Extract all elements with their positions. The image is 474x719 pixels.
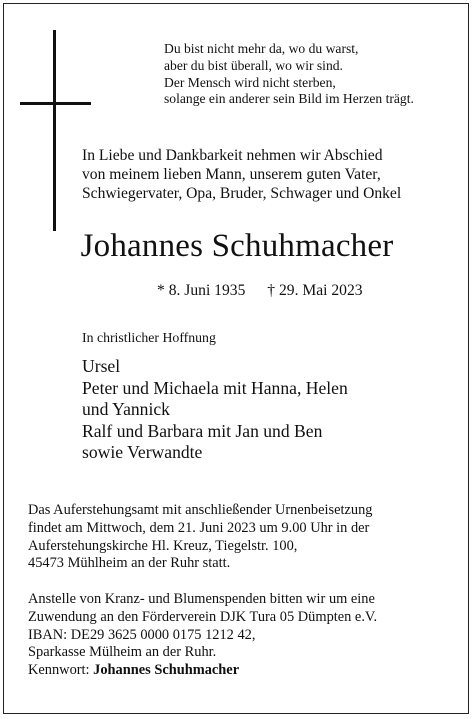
mourner-line: sowie Verwandte — [82, 442, 203, 462]
poem-line: aber du bist überall, wo wir sind. — [164, 57, 343, 73]
cross-vertical-beam — [53, 30, 56, 231]
donation-line: Anstelle von Kranz- und Blumenspenden bitten wir um eine — [28, 591, 375, 607]
ceremony-info — [28, 502, 372, 573]
poem-line: Du bist nicht mehr da, wo du warst, — [164, 41, 359, 56]
intro-line: Schwiegervater, Opa, Bruder, Schwager und Onkel — [82, 185, 402, 202]
poem-line: Der Mensch wird nicht sterben, — [164, 74, 336, 90]
ceremony-line: 45473 Mühlheim an der Ruhr statt. — [28, 555, 231, 572]
mourner-line: und Yannick — [82, 399, 170, 419]
birth-date: * 8. Juni 1935 — [157, 282, 246, 299]
mourner-line: Ursel — [82, 356, 121, 376]
mourner-line: Peter und Michaela mit Hanna, Helen — [82, 377, 348, 398]
intro-line: In Liebe und Dankbarkeit nehmen wir Abschied — [82, 147, 383, 164]
life-dates — [157, 281, 363, 300]
mourners-heading: In christlicher Hoffnung — [82, 330, 216, 345]
ceremony-line: Auferstehungskirche Hl. Kreuz, Tiegelstr. 100, — [28, 537, 298, 554]
ceremony-line: findet am Mittwoch, dem 21. Juni 2023 um 9.00 Uhr in der — [28, 519, 370, 536]
mourner-line: Ralf und Barbara mit Jan und Ben — [82, 420, 323, 441]
donation-info — [28, 591, 377, 680]
keyword-label: Kennwort: — [28, 662, 90, 679]
death-date: † 29. Mai 2023 — [267, 282, 363, 299]
cross-horizontal-beam — [20, 102, 91, 105]
poem — [164, 41, 414, 108]
donation-line: Sparkasse Mülheim an der Ruhr. — [28, 644, 217, 661]
keyword-value: Johannes Schuhmacher — [93, 662, 240, 679]
donation-line: IBAN: DE29 3625 0000 0175 1212 42, — [28, 626, 256, 643]
deceased-name: Johannes Schuhmacher — [80, 228, 394, 264]
farewell-intro — [82, 146, 401, 203]
mourners-list — [82, 356, 348, 464]
donation-line: Zuwendung an den Förderverein DJK Tura 05 Dümpten e.V. — [28, 608, 378, 625]
intro-line: von meinem lieben Mann, unserem guten Vater, — [82, 166, 381, 183]
donation-keyword — [28, 662, 377, 680]
ceremony-line: Das Auferstehungsamt mit anschließender Urnenbeisetzung — [28, 502, 373, 518]
poem-line: solange ein anderer sein Bild im Herzen trägt. — [164, 91, 414, 107]
